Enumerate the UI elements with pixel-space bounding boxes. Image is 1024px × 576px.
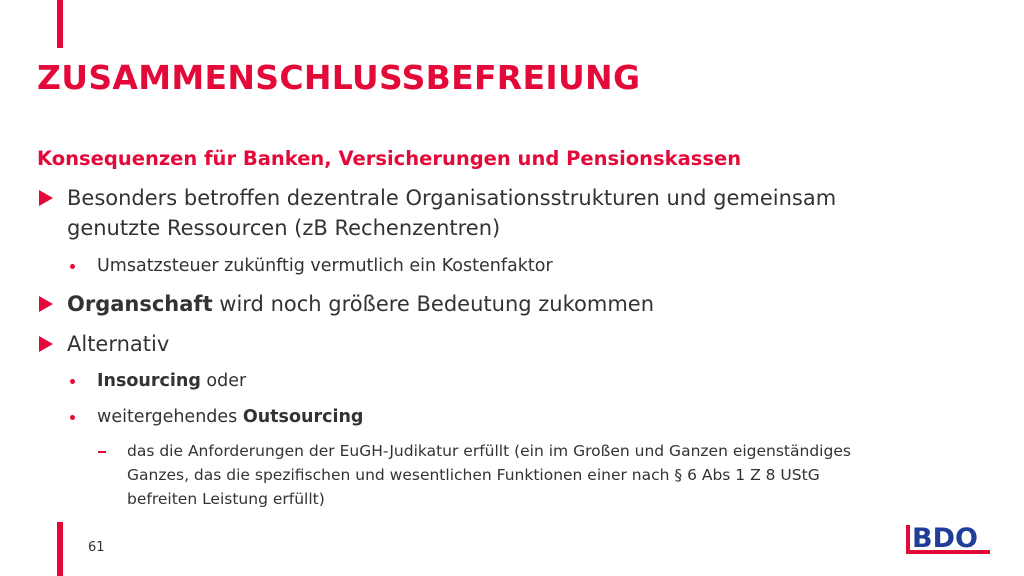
bullet-2 [67, 289, 654, 319]
detail-line-3: befreiten Leistung erfüllt) [127, 490, 325, 508]
sub-bullet-3-pre: weitergehendes [97, 407, 243, 427]
sub-bullet-1: Umsatzsteuer zukünftig vermutlich ein Kostenfaktor [97, 256, 553, 276]
triangle-bullet-icon [39, 296, 53, 312]
sub-bullet-2 [97, 369, 246, 393]
bdo-logo [904, 521, 990, 555]
slide-subtitle: Konsequenzen für Banken, Versicherungen und Pensionskassen [37, 147, 742, 170]
page-number: 61 [88, 540, 105, 555]
detail-line-1: das die Anforderungen der EuGH-Judikatur erfüllt (ein im Großen und Ganzen eigenständiges [127, 442, 851, 460]
dot-bullet-icon [70, 415, 75, 420]
bullet-3: Alternativ [67, 332, 170, 356]
detail-line-2: Ganzes, das die spezifischen und wesentlichen Funktionen einer nach § 6 Abs 1 Z 8 UStG [127, 466, 820, 484]
accent-bar-bottom [57, 522, 63, 576]
triangle-bullet-icon [39, 190, 53, 206]
sub-bullet-2-bold: Insourcing [97, 371, 201, 391]
dot-bullet-icon [70, 379, 75, 384]
bullet-2-rest: wird noch größere Bedeutung zukommen [212, 292, 654, 316]
dot-bullet-icon [70, 264, 75, 269]
sub-bullet-3-bold: Outsourcing [242, 407, 364, 427]
accent-bar-top [57, 0, 63, 48]
dash-bullet-icon [98, 451, 106, 453]
sub-bullet-2-rest: oder [200, 371, 247, 391]
bullet-1-line-2: genutzte Ressourcen (zB Rechenzentren) [67, 216, 501, 240]
bdo-logo-text: BDO [912, 523, 978, 554]
triangle-bullet-icon [39, 336, 53, 352]
slide-title: ZUSAMMENSCHLUSSBEFREIUNG [37, 58, 641, 97]
bullet-2-bold: Organschaft [67, 292, 213, 316]
sub-bullet-3 [97, 405, 363, 429]
bullet-1-line-1: Besonders betroffen dezentrale Organisationsstrukturen und gemeinsam [67, 186, 837, 210]
